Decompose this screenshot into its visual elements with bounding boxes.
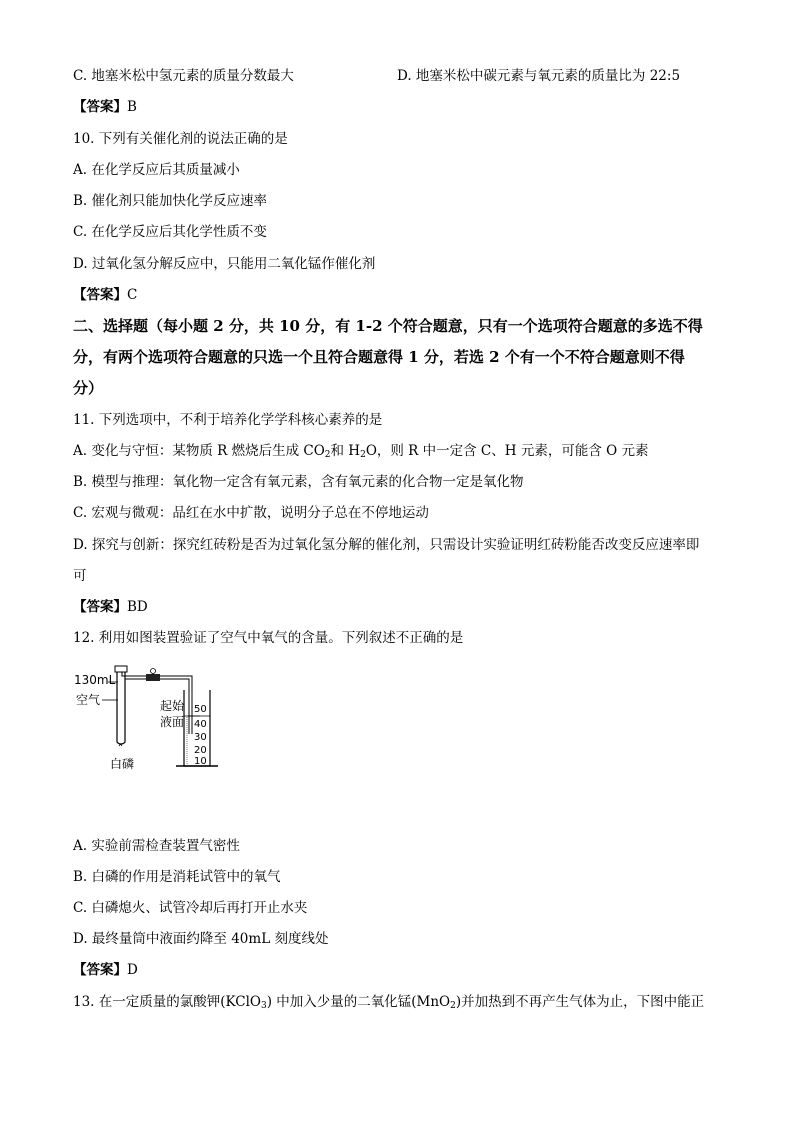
label-air: 空气 [76, 693, 101, 707]
q12-option-a: A. 实验前需检查装置气密性 [73, 838, 240, 854]
section2-line2: 分，有两个选项符合题意的只选一个且符合题意得 1 分，若选 2 个有一个不符合题意则不得 [73, 348, 685, 366]
clamp-icon [146, 674, 160, 681]
label-start-1: 起始 [160, 699, 185, 713]
q12-stem: 12. 利用如图装置验证了空气中氧气的含量。下列叙述不正确的是 [73, 630, 464, 646]
q11-answer [73, 597, 148, 617]
tick-label: 40 [194, 719, 207, 730]
q9-option-d: D. 地塞米松中碳元素与氧元素的质量比为 22:5 [397, 68, 681, 84]
label-phosphorus: 白磷 [110, 757, 135, 771]
white-phosphorus-icon [119, 745, 122, 747]
label-start-2: 液面 [160, 715, 185, 729]
q9-option-c: C. 地塞米松中氢元素的质量分数最大 [73, 68, 294, 84]
q11-option-c: C. 宏观与微观：品红在水中扩散，说明分子总在不停地运动 [73, 505, 429, 521]
q12-answer [73, 960, 138, 980]
label-volume: 130mL [74, 673, 116, 687]
tick-label: 30 [194, 732, 207, 743]
q10-stem: 10. 下列有关催化剂的说法正确的是 [73, 131, 288, 147]
answer-label: 【答案】 [73, 287, 127, 303]
q10-option-c: C. 在化学反应后其化学性质不变 [73, 224, 267, 240]
q10-option-d: D. 过氧化氢分解反应中，只能用二氧化锰作催化剂 [73, 256, 376, 272]
q11-option-a: A. 变化与守恒：某物质 R 燃烧后生成 $CO_2$和 $H_2O$，则 R 中一定含 C、H 元素，可能含 O 元素 [73, 443, 649, 460]
q10-option-b: B. 催化剂只能加快化学反应速率 [73, 193, 268, 209]
q10-option-a: A. 在化学反应后其质量减小 [73, 162, 240, 178]
section2-line3: 分） [73, 379, 104, 397]
q11-option-d-line2: 可 [73, 568, 87, 584]
q12-option-b: B. 白磷的作用是消耗试管中的氧气 [73, 869, 281, 885]
tick-label: 50 [194, 704, 207, 715]
answer-label: 【答案】 [73, 599, 127, 615]
section2-line1: 二、选择题（每小题 2 分，共 10 分，有 1-2 个符合题意，只有一个选项符合题意的多选不得 [73, 317, 703, 335]
q12-option-c: C. 白磷熄火、试管冷却后再打开止水夹 [73, 900, 308, 916]
answer-value: D [127, 962, 138, 978]
apparatus-diagram [70, 662, 250, 782]
q11-stem: 11. 下列选项中，不利于培养化学学科核心素养的是 [73, 412, 383, 428]
test-tube [115, 666, 127, 746]
q12-option-d: D. 最终量筒中液面约降至 40mL 刻度线处 [73, 931, 329, 947]
q10-answer [73, 285, 137, 305]
answer-label: 【答案】 [73, 99, 127, 115]
q11-option-d-line1: D. 探究与创新：探究红砖粉是否为过氧化氢分解的催化剂，只需设计实验证明红砖粉能否改变反应速率即 [73, 537, 700, 553]
tick-label: 10 [194, 756, 207, 767]
answer-value: BD [127, 599, 148, 615]
answer-value: C [127, 287, 138, 303]
q11-option-b: B. 模型与推理：氧化物一定含有氧元素，含有氧元素的化合物一定是氧化物 [73, 474, 524, 490]
tick-label: 20 [194, 745, 207, 756]
q13-stem: 13. 在一定质量的氯酸钾(KClO$_3$) 中加入少量的二氧化锰(MnO$_2$)并加热到不再产生气体为止，下图中能正 [73, 994, 705, 1011]
answer-value: B [127, 99, 137, 115]
answer-label: 【答案】 [73, 962, 127, 978]
q9-answer [73, 97, 137, 117]
